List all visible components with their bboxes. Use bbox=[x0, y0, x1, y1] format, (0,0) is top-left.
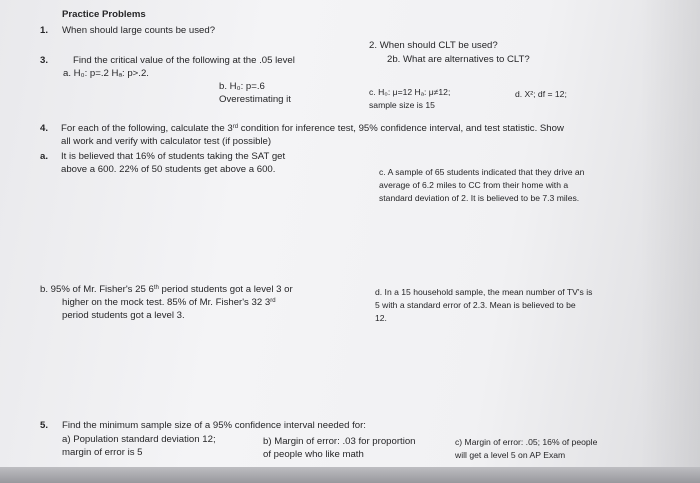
q3-part-c-line2: sample size is 15 bbox=[369, 100, 435, 110]
q5-a-line1: a) Population standard deviation 12; bbox=[62, 434, 216, 445]
q5-b-line2: of people who like math bbox=[263, 449, 364, 460]
q4-d-line3: 12. bbox=[375, 313, 387, 323]
q5-c-line1: c) Margin of error: .05; 16% of people bbox=[455, 437, 598, 447]
q4-b-line1: b. 95% of Mr. Fisher's 25 6th period students got a level 3 or bbox=[40, 284, 293, 295]
q4-line2: all work and verify with calculator test (if possible) bbox=[61, 136, 272, 147]
q5-text: Find the minimum sample size of a 95% confidence interval needed for: bbox=[62, 420, 366, 431]
q5-number: 5. bbox=[40, 420, 49, 431]
q4-c-line2: average of 6.2 miles to CC from their home with a bbox=[379, 180, 569, 190]
q1-text: When should large counts be used? bbox=[62, 25, 216, 36]
q4-d-line2: 5 with a standard error of 2.3. Mean is believed to be bbox=[375, 300, 576, 310]
q4-a-line2: above a 600. 22% of 50 students get above a 600. bbox=[61, 164, 276, 175]
q3-number: 3. bbox=[40, 55, 49, 66]
q5-b-line1: b) Margin of error: .03 for proportion bbox=[263, 436, 416, 447]
q5-c-line2: will get a level 5 on AP Exam bbox=[455, 450, 566, 460]
q3-part-b-line1: b. H₀: p=.6 bbox=[219, 81, 265, 92]
q2-question: When should CLT be used? bbox=[379, 40, 498, 51]
q3-part-d: d. X²; df = 12; bbox=[515, 89, 567, 99]
q4-a-line1: It is believed that 16% of students taking the SAT get bbox=[61, 151, 286, 162]
q4-b-line2: higher on the mock test. 85% of Mr. Fisher's 32 3rd bbox=[62, 297, 276, 308]
q1-number: 1. bbox=[40, 25, 49, 36]
q4-number: 4. bbox=[40, 123, 49, 134]
q4-d-line1: d. In a 15 household sample, the mean number of TV's is bbox=[375, 287, 593, 297]
q4-line1: For each of the following, calculate the 3rd condition for inference test, 95% confidence interval, and test statistic. Show bbox=[61, 123, 564, 134]
page-shadow bbox=[640, 0, 700, 483]
q2-text bbox=[369, 40, 498, 53]
q5-a-line2: margin of error is 5 bbox=[62, 447, 143, 458]
q2b-text: 2b. What are alternatives to CLT? bbox=[387, 54, 530, 65]
q3-part-b-line2: Overestimating it bbox=[219, 94, 291, 105]
q4-c-line3: standard deviation of 2. It is believed to be 7.3 miles. bbox=[379, 193, 580, 203]
q3-text: Find the critical value of the following at the .05 level bbox=[73, 55, 295, 66]
q4-b-line3: period students got a level 3. bbox=[62, 310, 185, 321]
page-bottom-edge bbox=[0, 467, 700, 483]
q3-part-a: a. H₀: p=.2 Hₐ: p>.2. bbox=[63, 68, 149, 79]
q2-number: 2. bbox=[369, 40, 378, 51]
q3-part-c-line1: c. H₀: μ=12 Hₐ: μ≠12; bbox=[369, 87, 451, 97]
q4-c-line1: c. A sample of 65 students indicated that they drive an bbox=[379, 167, 585, 177]
q4-a-label: a. bbox=[40, 151, 49, 162]
page-title: Practice Problems bbox=[62, 9, 146, 20]
